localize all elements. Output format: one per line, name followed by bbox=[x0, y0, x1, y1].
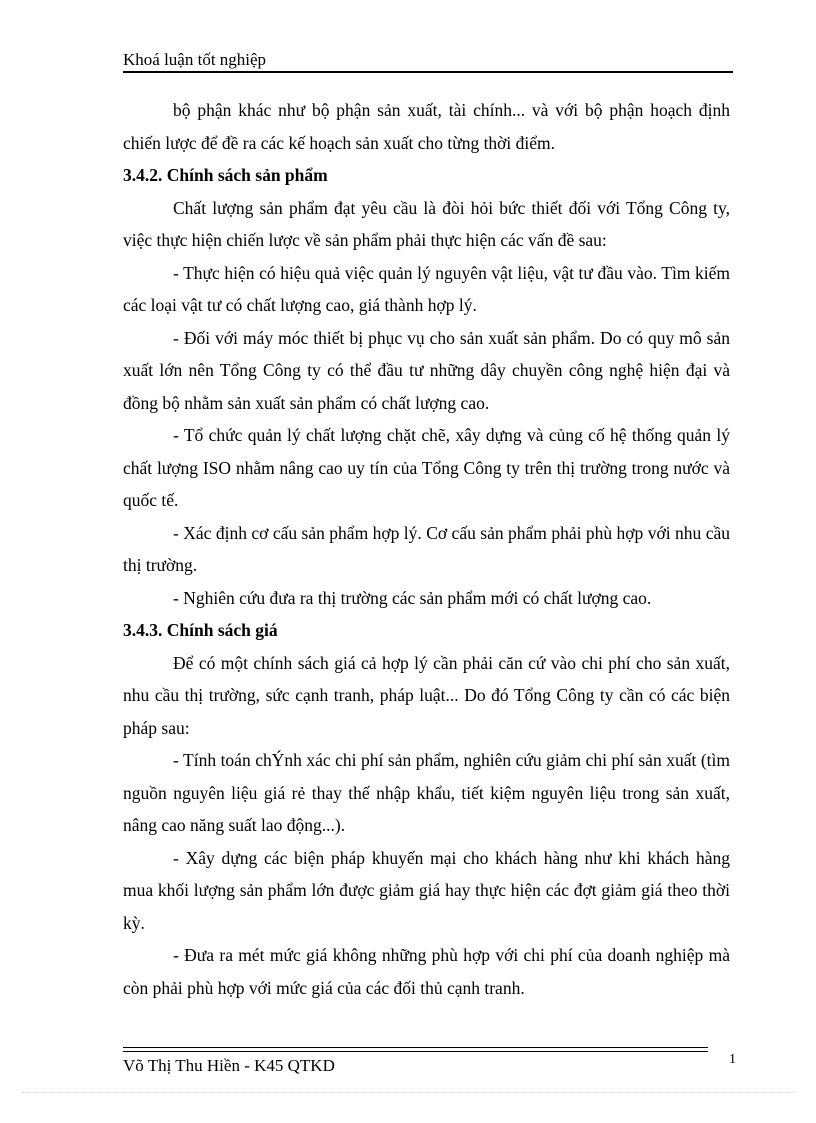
paragraph-price-item-3: - Đưa ra mét mức giá không những phù hợp với chi phí của doanh nghiệp mà còn phải phù hợp với mức giá của các đối thủ cạnh tranh. bbox=[123, 945, 730, 998]
paragraph-product-item-5: - Nghiên cứu đưa ra thị trường các sản phẩm mới có chất lượng cao. bbox=[173, 587, 652, 608]
footer-rule-bottom bbox=[123, 1051, 708, 1052]
paragraph-price-item-1: - Tính toán chÝnh xác chi phí sản phẩm, nghiên cứu giảm chi phí sản xuất (tìm nguồn nguyên liệu giá rẻ thay thế nhập khẩu, tiết kiệm nguyên liệu trong sản xuất, nâng cao năng suất lao động...). bbox=[123, 750, 730, 835]
page-bottom-dotted-line bbox=[22, 1092, 794, 1093]
paragraph-continuation: bộ phận khác như bộ phận sản xuất, tài chính... và với bộ phận hoạch định chiến lược để đề ra các kế hoạch sản xuất cho từng thời điểm. bbox=[123, 100, 730, 153]
paragraph-price-item-2: - Xây dựng các biện pháp khuyến mại cho khách hàng như khi khách hàng mua khối lượng sản phẩm lớn được giảm giá hay thực hiện các đợt giảm giá theo thời kỳ. bbox=[123, 847, 730, 933]
paragraph-product-item-2: - Đối với máy móc thiết bị phục vụ cho sản xuất sản phẩm. Do có quy mô sản xuất lớn nên Tổng Công ty có thể đầu tư những dây chuyền công nghệ hiện đại và đồng bộ nhằm sản xuất sản phẩm có chất lượng cao. bbox=[123, 327, 730, 413]
paragraph-product-item-3: - Tổ chức quản lý chất lượng chặt chẽ, xây dựng và củng cố hệ thống quản lý chất lượng ISO nhằm nâng cao uy tín của Tổng Công ty trên thị trường trong nước và quốc tế. bbox=[123, 425, 730, 510]
paragraph-price-intro: Để có một chính sách giá cả hợp lý cần phải căn cứ vào chi phí cho sản xuất, nhu cầu thị trường, sức cạnh tranh, pháp luật... Do đó Tổng Công ty cần có các biện pháp sau: bbox=[123, 652, 730, 738]
section-heading-price-policy: 3.4.3. Chính sách giá bbox=[123, 620, 278, 640]
header-rule bbox=[123, 71, 733, 73]
paragraph-product-intro: Chất lượng sản phẩm đạt yêu cầu là đòi hỏi bức thiết đối với Tổng Công ty, việc thực hiện chiến lược về sản phẩm phải thực hiện các vấn đề sau: bbox=[123, 197, 730, 250]
paragraph-product-item-4: - Xác định cơ cấu sản phẩm hợp lý. Cơ cấu sản phẩm phải phù hợp với nhu cầu thị trường. bbox=[123, 522, 730, 575]
page-header-title: Khoá luận tốt nghiệp bbox=[123, 50, 267, 69]
footer-rule-top bbox=[123, 1047, 708, 1048]
paragraph-product-item-1: - Thực hiện có hiệu quả việc quản lý nguyên vật liệu, vật tư đầu vào. Tìm kiếm các loại vật tư có chất lượng cao, giá thành hợp lý. bbox=[123, 262, 730, 315]
footer-author: Võ Thị Thu Hiền - K45 QTKD bbox=[123, 1056, 335, 1075]
section-heading-product-policy: 3.4.2. Chính sách sản phẩm bbox=[123, 165, 328, 185]
document-body bbox=[123, 94, 730, 1004]
page-number: 1 bbox=[729, 1052, 736, 1067]
